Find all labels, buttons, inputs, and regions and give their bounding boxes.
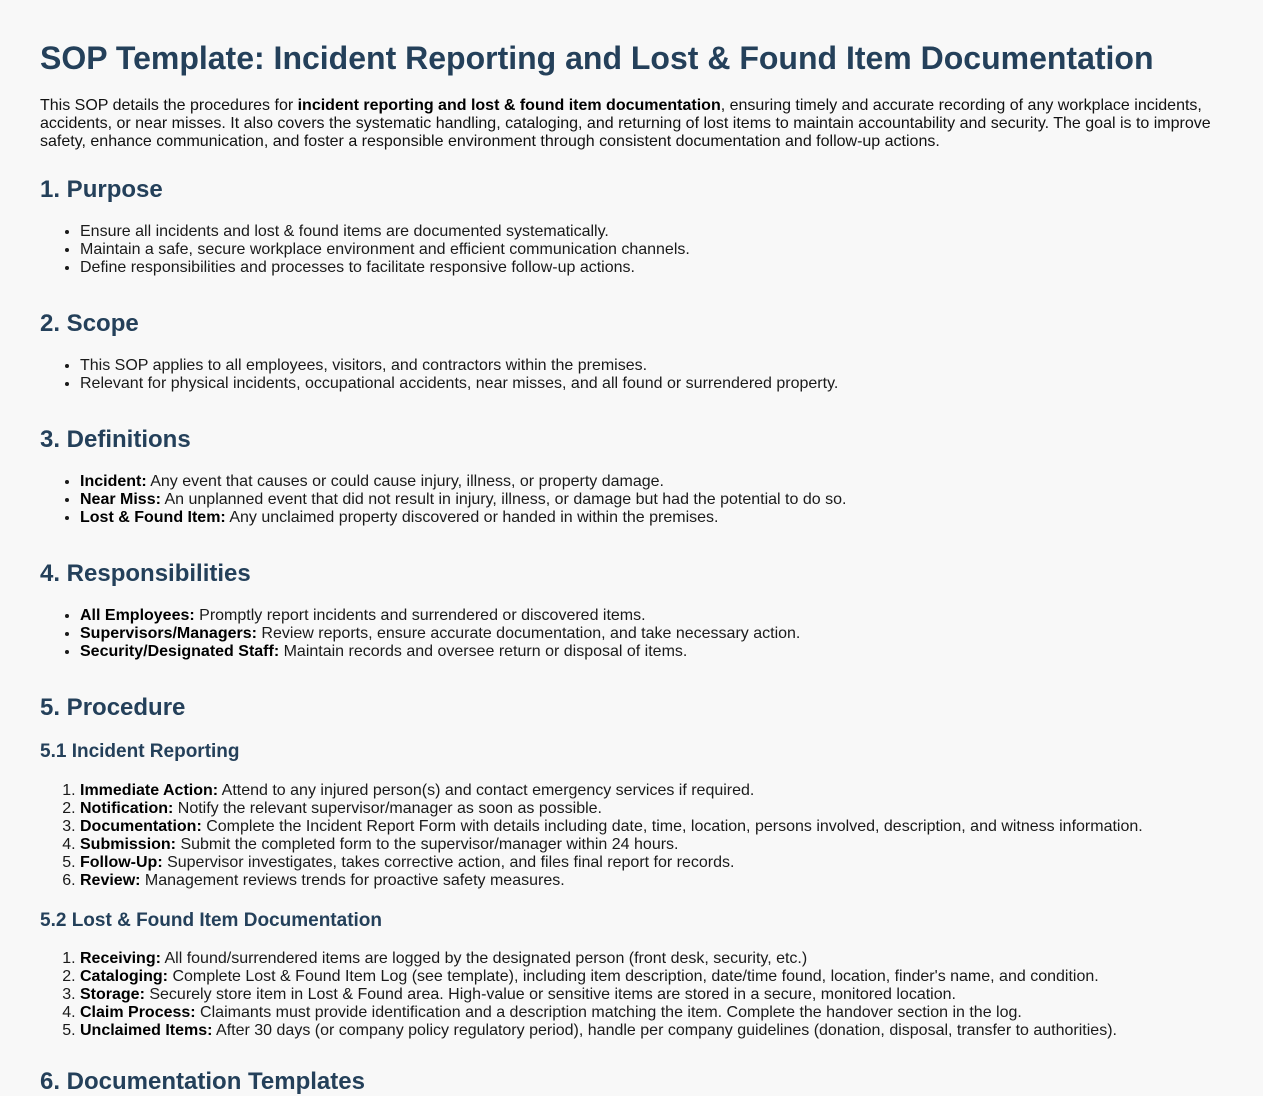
procedure-step — [80, 782, 1230, 800]
responsibility-item — [80, 625, 1230, 643]
step-text: Complete Lost & Found Item Log (see template), including item description, date/time found, location, finder's name, and condition. — [168, 968, 1099, 985]
responsibility-text: Maintain records and oversee return or disposal of items. — [279, 643, 688, 660]
lost-found-heading: 5.2 Lost & Found Item Documentation — [40, 910, 383, 931]
step-term: Notification: — [80, 800, 174, 817]
step-text: Claimants must provide identification and a description matching the item. Complete the handover section in the log. — [195, 1004, 1022, 1021]
definition-item — [80, 491, 1230, 509]
procedure-heading: 5. Procedure — [40, 694, 186, 721]
intro-text-end: , ensuring timely and accurate recording of any workplace incidents, accidents, or near misses. It also covers the systematic handling, cataloging, and returning of lost items to maintain accountability and security. The goal is to improve safety, enhance communication, and foster a responsible environment through consistent documentation and follow-up actions. — [40, 97, 1211, 150]
step-term: Documentation: — [80, 818, 202, 835]
list-item: • Maintain a safe, secure workplace environment and efficient communication channels. — [80, 241, 1230, 259]
step-text: Securely store item in Lost & Found area. High-value or sensitive items are stored in a secure, monitored location. — [144, 986, 956, 1003]
intro-paragraph — [40, 97, 1225, 151]
step-text: Notify the relevant supervisor/manager as soon as possible. — [173, 800, 602, 817]
procedure-step — [80, 854, 1230, 872]
lost-found-steps-list — [40, 950, 1230, 1040]
step-text: Attend to any injured person(s) and contact emergency services if required. — [218, 782, 755, 799]
step-text: After 30 days (or company policy regulatory period), handle per company guidelines (donation, disposal, transfer to authorities). — [212, 1022, 1117, 1039]
list-item: • Relevant for physical incidents, occupational accidents, near misses, and all found or surrendered property. — [80, 375, 1230, 393]
list-item: • Ensure all incidents and lost & found items are documented systematically. — [80, 223, 1230, 241]
procedure-step — [80, 818, 1230, 836]
definition-term: Lost & Found Item: — [80, 509, 226, 526]
step-text: All found/surrendered items are logged by the designated person (front desk, security, etc.) — [160, 950, 808, 967]
step-text: Management reviews trends for proactive safety measures. — [140, 872, 565, 889]
step-term: Follow-Up: — [80, 854, 163, 871]
procedure-step — [80, 1022, 1230, 1040]
procedure-step — [80, 836, 1230, 854]
definition-item — [80, 473, 1230, 491]
incident-reporting-heading: 5.1 Incident Reporting — [40, 741, 240, 762]
step-term: Receiving: — [80, 950, 161, 967]
list-item: • Define responsibilities and processes to facilitate responsive follow-up actions. — [80, 259, 1230, 277]
scope-list — [40, 357, 1230, 393]
responsibility-role: Supervisors/Managers: — [80, 625, 257, 642]
procedure-step — [80, 986, 1230, 1004]
step-term: Storage: — [80, 986, 145, 1003]
page-title: SOP Template: Incident Reporting and Lost & Found Item Documentation — [40, 40, 1154, 76]
responsibility-role: All Employees: — [80, 607, 195, 624]
definition-term: Near Miss: — [80, 491, 161, 508]
scope-heading: 2. Scope — [40, 310, 139, 337]
templates-heading: 6. Documentation Templates — [40, 1068, 365, 1095]
definition-item — [80, 509, 1230, 527]
step-term: Immediate Action: — [80, 782, 219, 799]
definition-text: Any unclaimed property discovered or handed in within the premises. — [225, 509, 719, 526]
responsibility-text: Promptly report incidents and surrendered or discovered items. — [194, 607, 646, 624]
step-term: Review: — [80, 872, 141, 889]
step-term: Unclaimed Items: — [80, 1022, 213, 1039]
procedure-step — [80, 950, 1230, 968]
procedure-step — [80, 1004, 1230, 1022]
responsibilities-list — [40, 607, 1230, 661]
purpose-list — [40, 223, 1230, 277]
intro-text-bold: incident reporting and lost & found item documentation — [297, 97, 721, 114]
responsibilities-heading: 4. Responsibilities — [40, 560, 251, 587]
intro-text-start: This SOP details the procedures for — [40, 97, 298, 114]
step-text: Complete the Incident Report Form with details including date, time, location, persons involved, description, and witness information. — [201, 818, 1143, 835]
procedure-step — [80, 872, 1230, 890]
responsibility-item — [80, 607, 1230, 625]
definition-term: Incident: — [80, 473, 147, 490]
procedure-step — [80, 800, 1230, 818]
step-text: Submit the completed form to the supervisor/manager within 24 hours. — [176, 836, 679, 853]
definitions-list — [40, 473, 1230, 527]
step-term: Cataloging: — [80, 968, 168, 985]
incident-steps-list — [40, 782, 1230, 890]
list-item: • This SOP applies to all employees, visitors, and contractors within the premises. — [80, 357, 1230, 375]
step-text: Supervisor investigates, takes corrective action, and files final report for records. — [162, 854, 735, 871]
definition-text: Any event that causes or could cause injury, illness, or property damage. — [146, 473, 664, 490]
responsibility-text: Review reports, ensure accurate documentation, and take necessary action. — [256, 625, 801, 642]
procedure-step — [80, 968, 1230, 986]
step-term: Submission: — [80, 836, 177, 853]
definitions-heading: 3. Definitions — [40, 426, 191, 453]
purpose-heading: 1. Purpose — [40, 176, 163, 203]
responsibility-role: Security/Designated Staff: — [80, 643, 280, 660]
definition-text: An unplanned event that did not result in injury, illness, or damage but had the potential to do so. — [160, 491, 847, 508]
step-term: Claim Process: — [80, 1004, 196, 1021]
responsibility-item — [80, 643, 1230, 661]
